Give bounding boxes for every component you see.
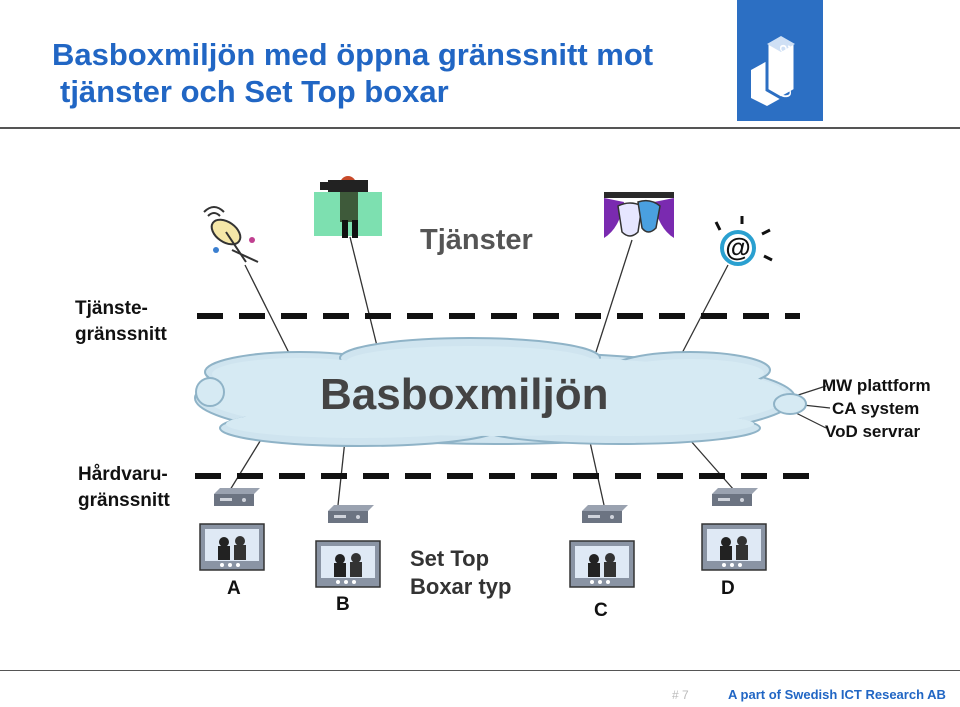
set-top-box-c (582, 505, 628, 523)
television-c-icon (570, 541, 634, 587)
at-sign-icon (716, 216, 772, 264)
hardware-interface-label (78, 462, 170, 514)
stb-type-label-line-1: Set Top (410, 546, 490, 571)
service-interface-label-line-1: Tjänste- (75, 298, 148, 319)
set-top-box-b (328, 505, 374, 523)
box-label-d: D (721, 578, 735, 599)
camera-operator-icon (314, 176, 382, 238)
cloud-label: Basboxmiljön (320, 370, 609, 419)
set-top-box-d (712, 488, 758, 506)
stb-connection-lines (230, 438, 734, 505)
box-label-b: B (336, 594, 350, 615)
logo-text: acreo (774, 43, 797, 100)
page-number: # 7 (672, 688, 689, 702)
television-d-icon (702, 524, 766, 570)
services-label: Tjänster (420, 224, 533, 256)
set-top-box-a (214, 488, 260, 506)
hardware-interface-label-line-1: Hårdvaru- (78, 464, 168, 485)
service-interface-label (75, 296, 167, 348)
television-a-icon (200, 524, 264, 570)
cloud-content-mw: MW plattform (822, 376, 931, 395)
hardware-interface-label-line-2: gränssnitt (78, 490, 170, 511)
stb-type-label-line-2: Boxar typ (410, 574, 512, 599)
footer-text: A part of Swedish ICT Research AB (728, 687, 946, 702)
title-line-2: tjänster och Set Top boxar (60, 74, 449, 109)
stb-type-label (410, 545, 511, 601)
box-label-a: A (227, 578, 241, 599)
cloud-content-ca: CA system (832, 399, 920, 418)
television-b-icon (316, 541, 380, 587)
theater-masks-icon (604, 192, 674, 238)
box-label-c: C (594, 600, 608, 621)
title-line-1: Basboxmiljön med öppna gränssnitt mot (52, 37, 654, 72)
cloud-content-vod: VoD servrar (825, 422, 921, 441)
bottom-divider (0, 670, 960, 671)
service-interface-label-line-2: gränssnitt (75, 324, 167, 345)
cloud-contents-list (822, 374, 931, 443)
satellite-dish-icon (204, 207, 258, 262)
svg-text:@: @ (725, 232, 751, 262)
